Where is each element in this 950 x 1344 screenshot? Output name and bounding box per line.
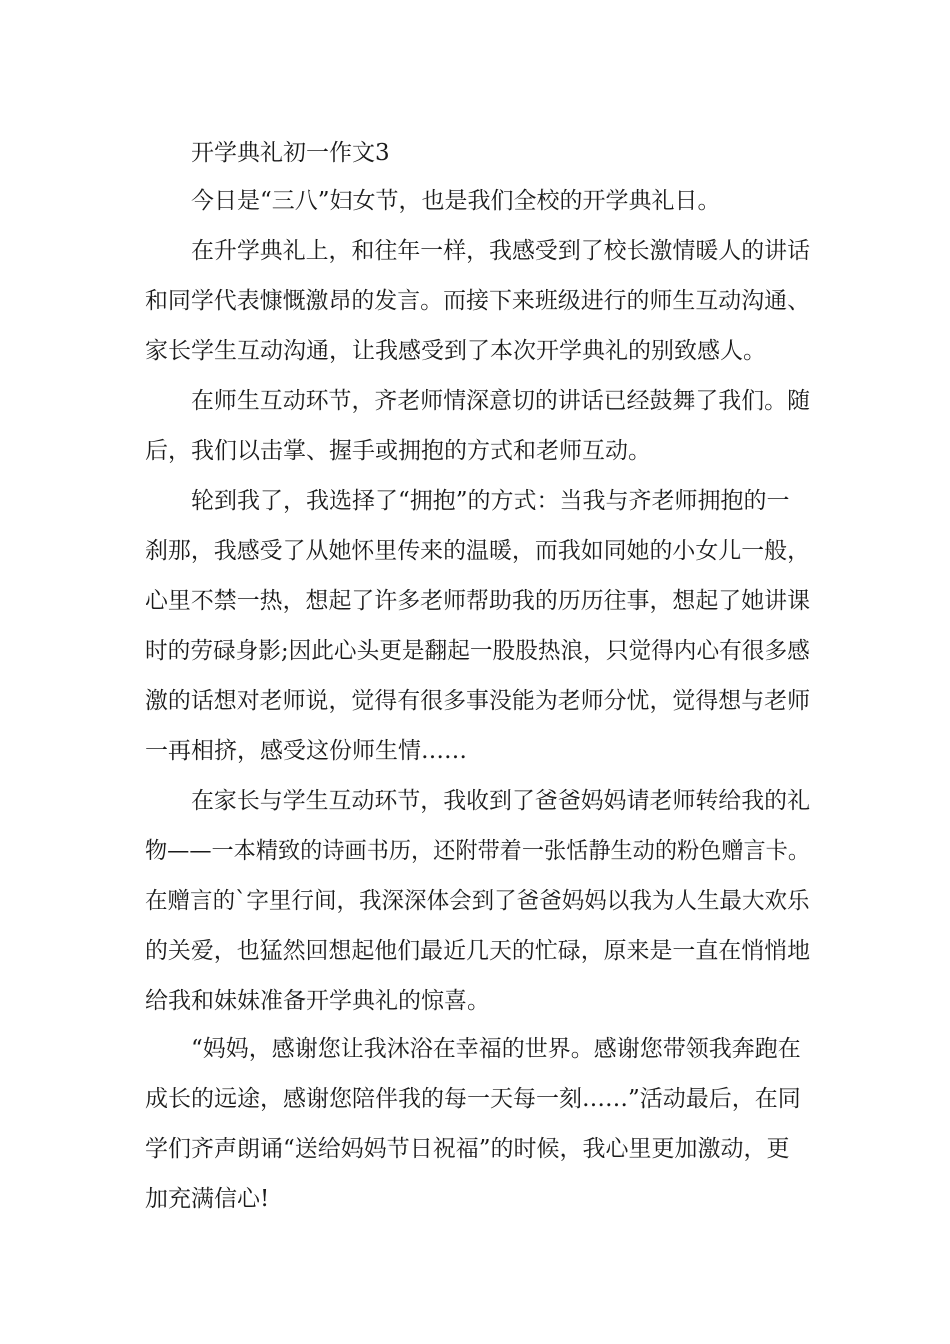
paragraph-line: 物——一本精致的诗画书历，还附带着一张恬静生动的粉色赠言卡。 (145, 838, 811, 864)
paragraph-line: 在师生互动环节，齐老师情深意切的讲话已经鼓舞了我们。随 (191, 388, 811, 414)
paragraph-line: 在升学典礼上，和往年一样，我感受到了校长激情暖人的讲话 (191, 238, 811, 264)
paragraph-line: 激的话想对老师说，觉得有很多事没能为老师分忧，觉得想与老师 (145, 688, 810, 714)
paragraph-line: 时的劳碌身影;因此心头更是翻起一股股热浪，只觉得内心有很多感 (145, 638, 810, 664)
paragraph-line: 的关爱，也猛然回想起他们最近几天的忙碌，原来是一直在悄悄地 (145, 938, 810, 964)
paragraph-line: 刹那，我感受了从她怀里传来的温暖，而我如同她的小女儿一般， (145, 538, 810, 564)
paragraph-line: 家长学生互动沟通，让我感受到了本次开学典礼的别致感人。 (145, 338, 766, 364)
paragraph-line: 今日是“三八”妇女节，也是我们全校的开学典礼日。 (191, 188, 721, 214)
paragraph-line: 学们齐声朗诵“送给妈妈节日祝福”的时候，我心里更加激动，更 (145, 1136, 790, 1162)
paragraph-line: “妈妈，感谢您让我沐浴在幸福的世界。感谢您带领我奔跑在 (191, 1036, 801, 1062)
document-title: 开学典礼初一作文3 (191, 140, 390, 166)
paragraph-line: 轮到我了，我选择了“拥抱”的方式：当我与齐老师拥抱的一 (191, 488, 790, 514)
paragraph-line: 一再相挤，感受这份师生情…… (145, 738, 467, 764)
paragraph-line: 在赠言的`字里行间，我深深体会到了爸爸妈妈以我为人生最大欢乐 (145, 888, 810, 914)
paragraph-line: 心里不禁一热，想起了许多老师帮助我的历历往事，想起了她讲课 (145, 588, 810, 614)
paragraph-line: 和同学代表慷慨激昂的发言。而接下来班级进行的师生互动沟通、 (145, 288, 810, 314)
paragraph-line: 在家长与学生互动环节，我收到了爸爸妈妈请老师转给我的礼 (191, 788, 811, 814)
paragraph-line: 后，我们以击掌、握手或拥抱的方式和老师互动。 (145, 438, 651, 464)
paragraph-line: 加充满信心! (145, 1186, 270, 1212)
paragraph-line: 给我和妹妹准备开学典礼的惊喜。 (145, 988, 490, 1014)
paragraph-line: 成长的远途，感谢您陪伴我的每一天每一刻……”活动最后，在同 (145, 1086, 801, 1112)
